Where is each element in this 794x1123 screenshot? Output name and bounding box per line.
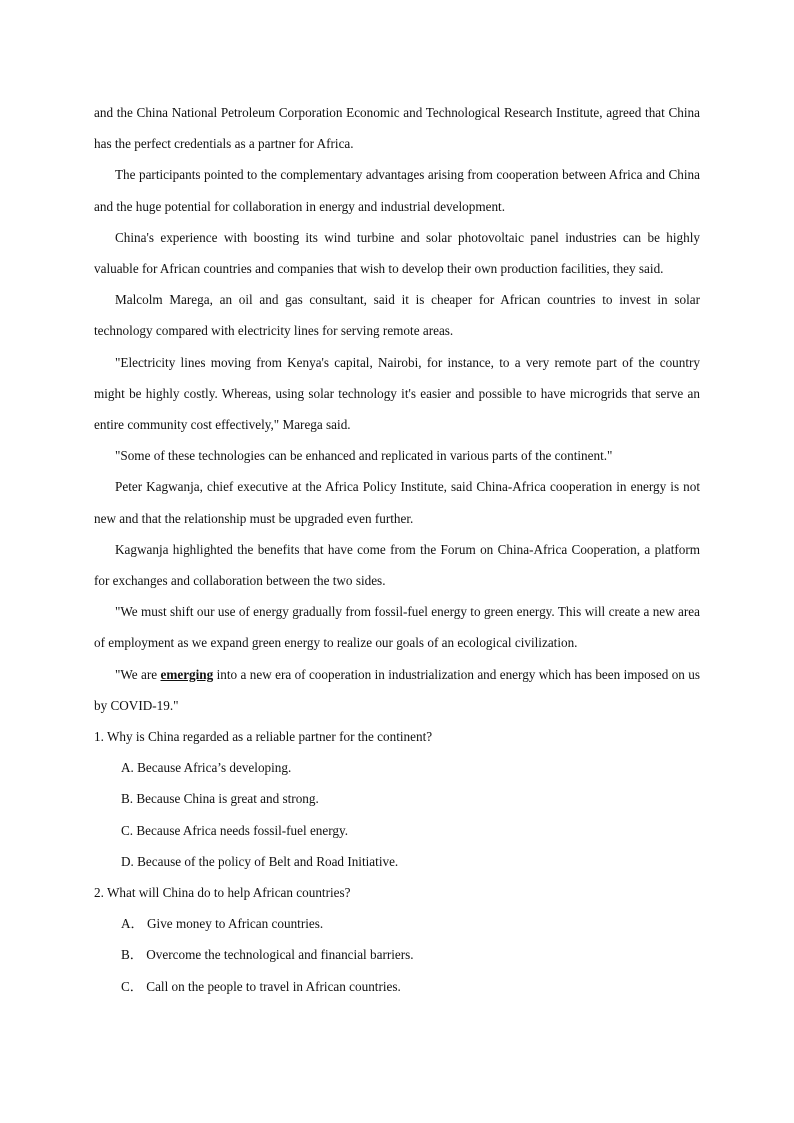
- document-page: [94, 97, 700, 1002]
- text-segment: "We are: [115, 666, 161, 682]
- paragraph: "We must shift our use of energy gradually from fossil-fuel energy to green energy. This will create a new area of employment as we expand green energy to realize our goals of an ecological civilization.: [94, 604, 700, 651]
- paragraph: and the China National Petroleum Corporation Economic and Technological Research Institute, agreed that China has the perfect credentials as a partner for Africa.: [94, 105, 700, 152]
- text-segment: into a new era of cooperation in industrialization and energy which has been imposed on us by COVID-19.": [94, 666, 700, 713]
- paragraph: Peter Kagwanja, chief executive at the Africa Policy Institute, said China-Africa cooperation in energy is not new and that the relationship must be upgraded even further.: [94, 479, 700, 526]
- answer-option: A． Give money to African countries.: [121, 916, 324, 932]
- question-text: 1. Why is China regarded as a reliable partner for the continent?: [94, 729, 433, 745]
- answer-option: D. Because of the policy of Belt and Road Initiative.: [121, 853, 399, 869]
- answer-option: C. Because Africa needs fossil-fuel energy.: [121, 822, 349, 838]
- paragraph: The participants pointed to the complementary advantages arising from cooperation between Africa and China and the huge potential for collaboration in energy and industrial development.: [94, 167, 700, 214]
- paragraph: Malcolm Marega, an oil and gas consultant, said it is cheaper for African countries to invest in solar technology compared with electricity lines for serving remote areas.: [94, 292, 700, 339]
- answer-option: A. Because Africa’s developing.: [121, 760, 292, 776]
- answer-option: C． Call on the people to travel in African countries.: [121, 978, 401, 994]
- paragraph: China's experience with boosting its wind turbine and solar photovoltaic panel industries can be highly valuable for African countries and companies that wish to develop their own production facilities, they said.: [94, 229, 700, 277]
- paragraph: Kagwanja highlighted the benefits that have come from the Forum on China-Africa Cooperation, a platform for exchanges and collaboration between the two sides.: [94, 541, 700, 589]
- answer-option: B. Because China is great and strong.: [121, 791, 319, 807]
- question-2: [94, 877, 700, 1002]
- paragraph: "Some of these technologies can be enhanced and replicated in various parts of the continent.": [115, 448, 613, 464]
- highlighted-word: emerging: [160, 666, 214, 682]
- question-text: 2. What will China do to help African countries?: [94, 885, 351, 901]
- answer-option: B． Overcome the technological and financial barriers.: [121, 947, 414, 963]
- paragraph: "Electricity lines moving from Kenya's capital, Nairobi, for instance, to a very remote part of the country might be highly costly. Whereas, using solar technology it's easier and possible to have microgrids that serve an entire community cost effectively," Marega said.: [94, 354, 700, 433]
- question-1: [94, 721, 700, 877]
- paragraph-with-highlight: [94, 659, 700, 721]
